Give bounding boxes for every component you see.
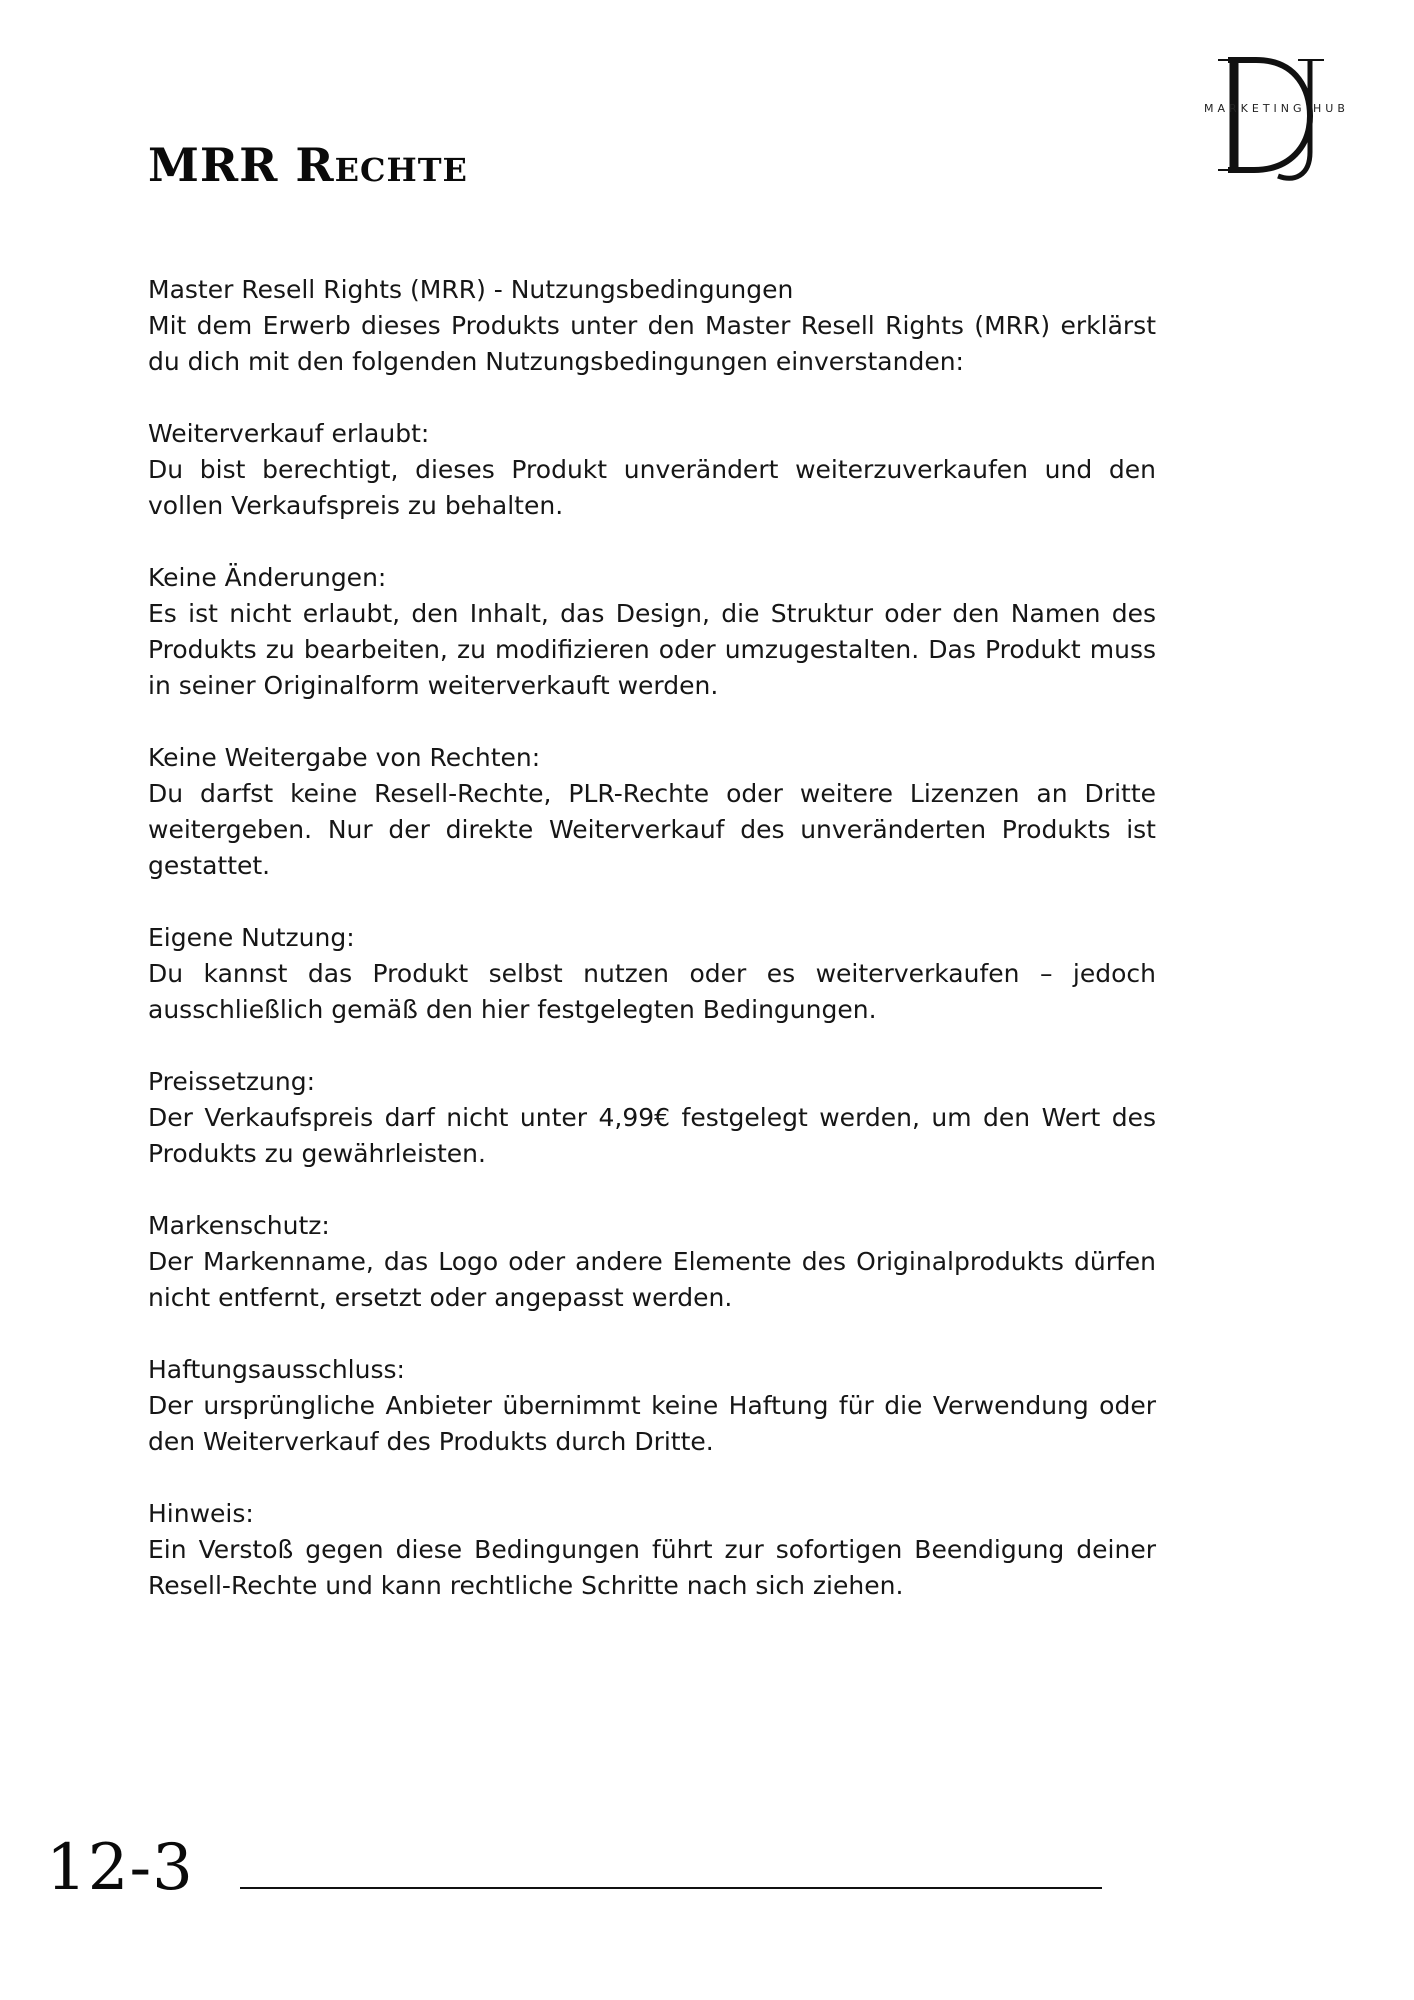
section-preissetzung xyxy=(148,1064,1156,1172)
logo-tagline: MARKETING HUB xyxy=(1204,102,1349,115)
section-hinweis xyxy=(148,1496,1156,1604)
intro-section xyxy=(148,272,1156,380)
section-eigene-nutzung xyxy=(148,920,1156,1028)
dj-monogram-icon xyxy=(1198,52,1368,182)
intro-text: Mit dem Erwerb dieses Produkts unter den Master Resell Rights (MRR) erklärst du dich mit den folgenden Nutzungsbedingungen einverstanden: xyxy=(148,311,1156,376)
section-heading: Markenschutz: xyxy=(148,1211,330,1240)
section-text: Der ursprüngliche Anbieter übernimmt keine Haftung für die Verwendung oder den Weiterverkauf des Produkts durch Dritte. xyxy=(148,1391,1156,1456)
page-number: 12-3 xyxy=(46,1831,194,1905)
brand-logo xyxy=(1198,52,1368,182)
section-text: Der Verkaufspreis darf nicht unter 4,99€ festgelegt werden, um den Wert des Produkts zu gewährleisten. xyxy=(148,1103,1156,1168)
page-title: MRR Rechte xyxy=(148,138,468,192)
section-heading: Haftungsausschluss: xyxy=(148,1355,405,1384)
section-heading: Hinweis: xyxy=(148,1499,254,1528)
section-text: Ein Verstoß gegen diese Bedingungen führt zur sofortigen Beendigung deiner Resell-Rechte und kann rechtliche Schritte nach sich ziehen. xyxy=(148,1535,1156,1600)
section-text: Der Markenname, das Logo oder andere Elemente des Originalprodukts dürfen nicht entfernt, ersetzt oder angepasst werden. xyxy=(148,1247,1156,1312)
section-heading: Eigene Nutzung: xyxy=(148,923,355,952)
intro-heading: Master Resell Rights (MRR) - Nutzungsbedingungen xyxy=(148,275,794,304)
section-heading: Keine Änderungen: xyxy=(148,563,387,592)
footer-divider xyxy=(240,1887,1102,1889)
section-text: Du kannst das Produkt selbst nutzen oder es weiterverkaufen – jedoch ausschließlich gemäß den hier festgelegten Bedingungen. xyxy=(148,959,1156,1024)
section-text: Es ist nicht erlaubt, den Inhalt, das Design, die Struktur oder den Namen des Produkts zu bearbeiten, zu modifizieren oder umzugestalten. Das Produkt muss in seiner Originalform weiterverkauft werden. xyxy=(148,599,1156,700)
section-keine-weitergabe xyxy=(148,740,1156,884)
section-text: Du darfst keine Resell-Rechte, PLR-Rechte oder weitere Lizenzen an Dritte weitergeben. Nur der direkte Weiterverkauf des unveränderten Produkts ist gestattet. xyxy=(148,779,1156,880)
section-haftungsausschluss xyxy=(148,1352,1156,1460)
section-weiterverkauf xyxy=(148,416,1156,524)
section-markenschutz xyxy=(148,1208,1156,1316)
section-heading: Keine Weitergabe von Rechten: xyxy=(148,743,541,772)
terms-content xyxy=(148,272,1156,1640)
section-heading: Preissetzung: xyxy=(148,1067,316,1096)
section-text: Du bist berechtigt, dieses Produkt unverändert weiterzuverkaufen und den vollen Verkaufspreis zu behalten. xyxy=(148,455,1156,520)
section-heading: Weiterverkauf erlaubt: xyxy=(148,419,430,448)
section-keine-aenderungen xyxy=(148,560,1156,704)
